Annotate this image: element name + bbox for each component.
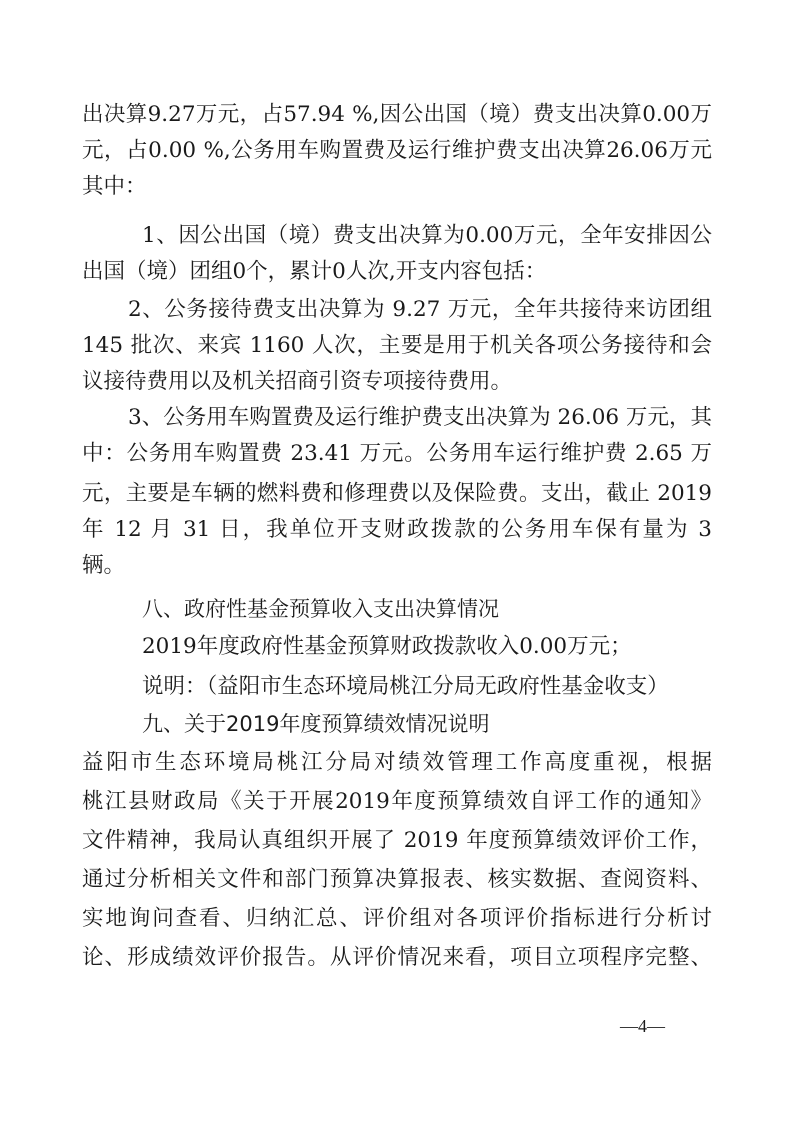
paragraph-line: 3、公务用车购置费及运行维护费支出决算为 26.06 万元，其 [128, 405, 712, 430]
paragraph-line: 元，占0.00 %,公务用车购置费及运行维护费支出决算26.06万元 [82, 138, 712, 163]
paragraph-line: 议接待费用以及机关招商引资专项接待费用。 [82, 369, 513, 394]
paragraph-line: 辆。 [82, 553, 126, 578]
page-number: —4— [620, 1016, 665, 1036]
paragraph-line: 1、因公出国（境）费支出决算为0.00万元，全年安排因公 [142, 223, 712, 248]
paragraph-line: 中：公务用车购置费 23.41 万元。公务用车运行维护费 2.65 万 [82, 441, 712, 466]
paragraph-line: 其中： [82, 174, 147, 199]
paragraph-line: 出决算9.27万元，占57.94 %,因公出国（境）费支出决算0.00万 [82, 102, 712, 127]
paragraph-line: 益阳市生态环境局桃江分局对绩效管理工作高度重视，根据 [82, 750, 712, 775]
paragraph-line: 年 12 月 31 日，我单位开支财政拨款的公务用车保有量为 3 [82, 517, 712, 542]
section-heading: 八、政府性基金预算收入支出决算情况 [142, 597, 499, 621]
paragraph-line: 论、形成绩效评价报告。从评价情况来看，项目立项程序完整、 [82, 945, 712, 970]
paragraph-line: 文件精神，我局认真组织开展了 2019 年度预算绩效评价工作， [82, 828, 712, 853]
paragraph-line: 实地询问查看、归纳汇总、评价组对各项评价指标进行分析讨 [82, 906, 712, 931]
paragraph-line: 元，主要是车辆的燃料费和修理费以及保险费。支出，截止 2019 [82, 481, 712, 506]
paragraph-line: 2、公务接待费支出决算为 9.27 万元，全年共接待来访团组 [128, 297, 712, 322]
paragraph-line: 出国（境）团组0个，累计0人次,开支内容包括： [82, 259, 547, 284]
paragraph-line: 145 批次、来宾 1160 人次，主要是用于机关各项公务接待和会 [82, 333, 712, 358]
paragraph-line: 桃江县财政局《关于开展2019年度预算绩效自评工作的通知》 [82, 789, 712, 814]
section-heading: 九、关于2019年度预算绩效情况说明 [142, 712, 490, 736]
paragraph-line: 说明：（益阳市生态环境局桃江分局无政府性基金收支） [142, 674, 669, 699]
paragraph-line: 2019年度政府性基金预算财政拨款收入0.00万元； [142, 634, 632, 659]
paragraph-line: 通过分析相关文件和部门预算决算报表、核实数据、查阅资料、 [82, 867, 712, 892]
